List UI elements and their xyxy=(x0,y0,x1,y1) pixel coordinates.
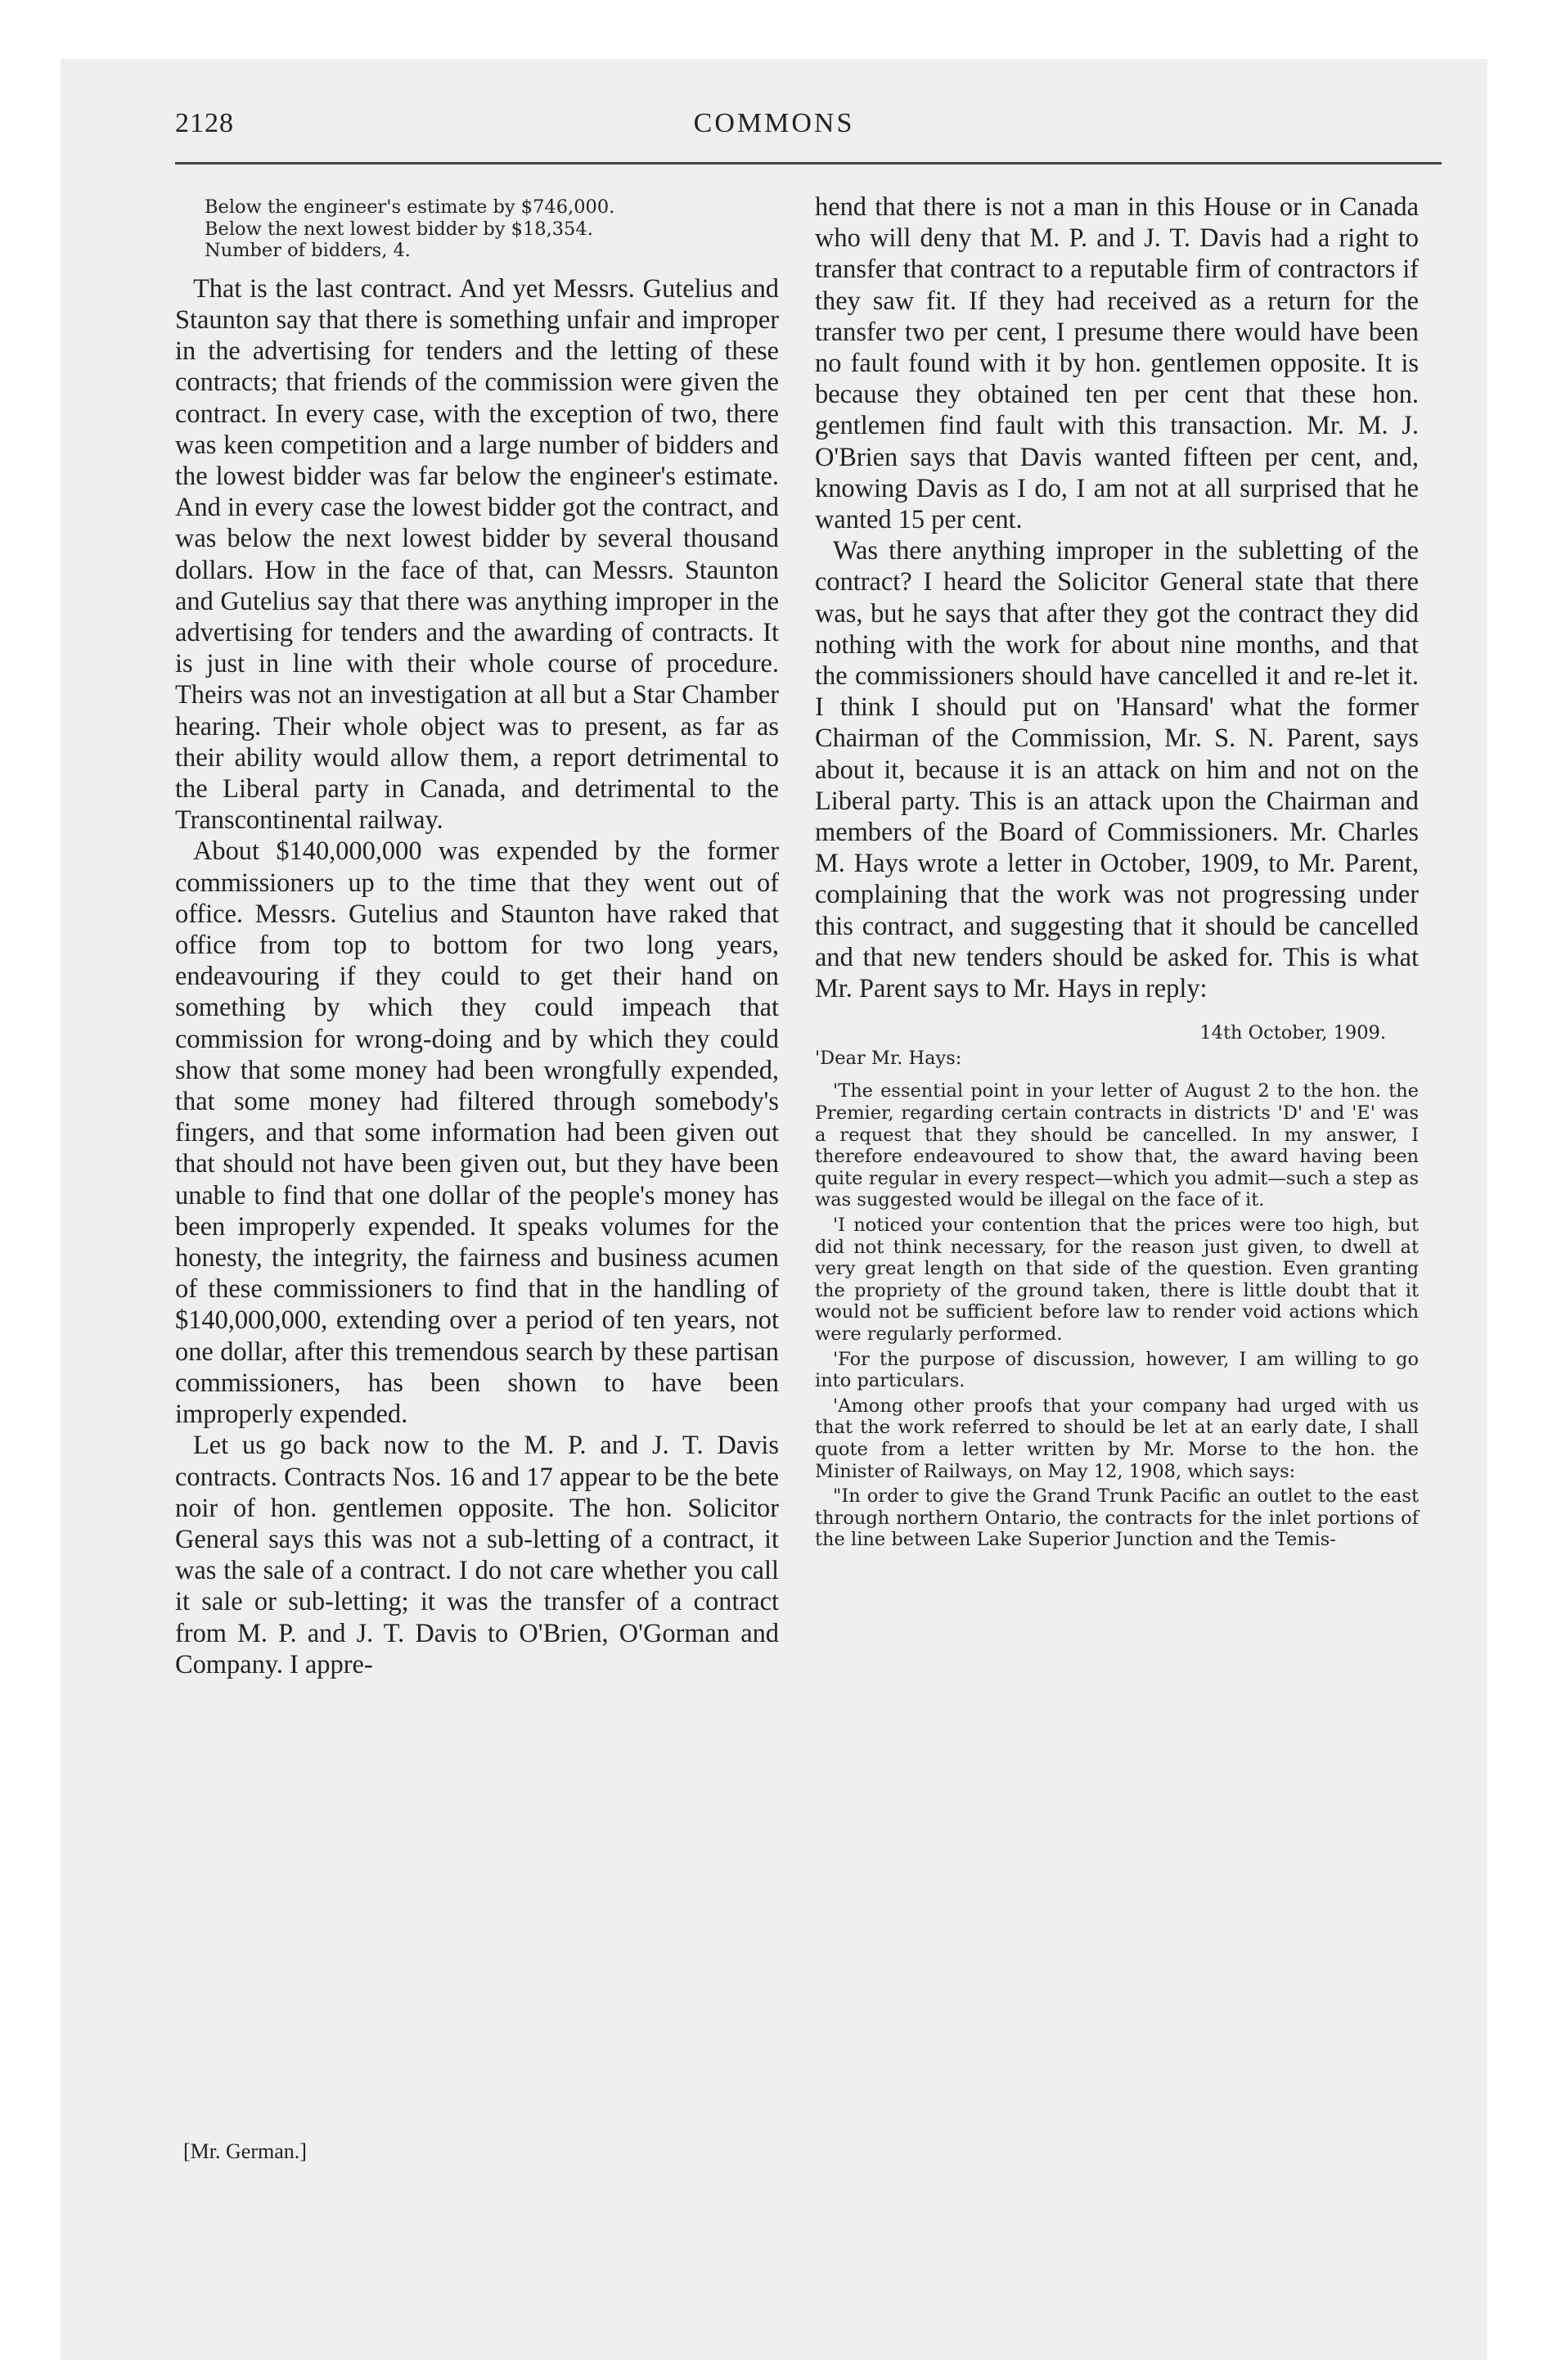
stat-line: Below the next lowest bidder by $18,354. xyxy=(205,218,593,240)
header-rule xyxy=(175,162,1442,165)
paragraph: About $140,000,000 was expended by the former commissioners up to the time that they went out of office. Messrs. Gutelius and Staunton have raked that office from top to bottom for two long years, endeavouring if they could to get their hand on something by which they could impeach that commission for wrong-doing and by which they could show that some money had been wrongfully expended, that some money had filtered through somebody's fingers, and that some information had been given out that should not have been given out, but they have been unable to find that one dollar of the people's money has been improperly expended. It speaks volumes for the honesty, the integrity, the fairness and business acumen of these commissioners to find that in the handling of $140,000,000, extending over a period of ten years, not one dollar, after this tremendous search by these partisan commissioners, has been shown to have been improperly expended. xyxy=(175,836,779,1430)
speaker-note: [Mr. German.] xyxy=(183,2139,307,2163)
stat-line: Number of bidders, 4. xyxy=(205,240,411,262)
paragraph: That is the last contract. And yet Messrs. Gutelius and Staunton say that there is something unfair and improper in the advertising for tenders and the letting of these contracts; that friends of the commission were given the contract. In every case, with the exception of two, there was keen competition and a large number of bidders and the lowest bidder was far below the engineer's estimate. And in every case the lowest bidder got the contract, and was below the next lowest bidder by several thousand dollars. How in the face of that, can Messrs. Staunton and Gutelius say that there was anything improper in the advertising for tenders and the awarding of contracts. It is just in line with their whole course of procedure. Theirs was not an investigation at all but a Star Chamber hearing. Their whole object was to present, as far as their ability would allow them, a report detrimental to the Liberal party in Canada, and detrimental to the Transcontinental railway. xyxy=(175,273,779,836)
contract-stats xyxy=(205,196,779,262)
letter-paragraph: 'The essential point in your letter of August 2 to the hon. the Premier, regarding certain contracts in districts 'D' and 'E' was a request that they should be cancelled. In my answer, I therefore endeavoured to show that, the award having been quite regular in every respect—which you admit—such a step as was suggested would be illegal on the face of it. xyxy=(815,1080,1419,1211)
page-number: 2128 xyxy=(175,108,234,138)
running-head: COMMONS xyxy=(693,108,855,138)
letter-salutation: 'Dear Mr. Hays: xyxy=(815,1047,962,1069)
stat-line: Below the engineer's estimate by $746,000. xyxy=(205,196,615,218)
letter-paragraph: 'For the purpose of discussion, however, I am willing to go into particulars. xyxy=(815,1348,1419,1392)
page-header xyxy=(175,108,1373,149)
left-column xyxy=(175,192,779,1680)
paragraph: Let us go back now to the M. P. and J. T. Davis contracts. Contracts Nos. 16 and 17 appear to be the bete noir of hon. gentlemen opposite. The hon. Solicitor General says this was not a sub-letting of a contract, it was the sale of a contract. I do not care whether you call it sale or sub-letting; it was the transfer of a contract from M. P. and J. T. Davis to O'Brien, O'Gorman and Company. I appre- xyxy=(175,1431,779,1679)
letter-paragraph: 'Among other proofs that your company had urged with us that the work referred to should be let at an early date, I shall quote from a letter written by Mr. Morse to the hon. the Minister of Railways, on May 12, 1908, which says: xyxy=(815,1395,1419,1482)
paragraph: Was there anything improper in the subletting of the contract? I heard the Solicitor General state that there was, but he says that after they got the contract they did nothing with the work for about nine months, and that the commissioners should have cancelled it and re-let it. I think I should put on 'Hansard' what the former Chairman of the Commission, Mr. S. N. Parent, says about it, because it is an attack on him and not on the Liberal party. This is an attack upon the Chairman and members of the Board of Commissioners. Mr. Charles M. Hays wrote a letter in October, 1909, to Mr. Parent, complaining that the work was not progressing under this contract, and suggesting that it should be cancelled and that new tenders should be asked for. This is what Mr. Parent says to Mr. Hays in reply: xyxy=(815,536,1419,1004)
letter-paragraph: "In order to give the Grand Trunk Pacific an outlet to the east through northern Ontario, the contracts for the inlet portions of the line between Lake Superior Junction and the Temis- xyxy=(815,1485,1419,1551)
right-column xyxy=(815,192,1419,1554)
letter-paragraph: 'I noticed your contention that the prices were too high, but did not think necessary, for the reason just given, to dwell at very great length on that side of the question. Even granting the propriety of the ground taken, there is little doubt that it would not be sufficient before law to render void actions which were regularly performed. xyxy=(815,1215,1419,1345)
quoted-letter xyxy=(815,1022,1419,1551)
paragraph: hend that there is not a man in this House or in Canada who will deny that M. P. and J. T. Davis had a right to transfer that contract to a reputable firm of contractors if they saw fit. If they had received as a return for the transfer two per cent, I presume there would have been no fault found with it by hon. gentlemen opposite. It is because they obtained ten per cent that these hon. gentlemen find fault with this transaction. Mr. M. J. O'Brien says that Davis wanted fifteen per cent, and, knowing Davis as I do, I am not at all surprised that he wanted 15 per cent. xyxy=(815,192,1419,535)
letter-date: 14th October, 1909. xyxy=(1199,1022,1386,1044)
